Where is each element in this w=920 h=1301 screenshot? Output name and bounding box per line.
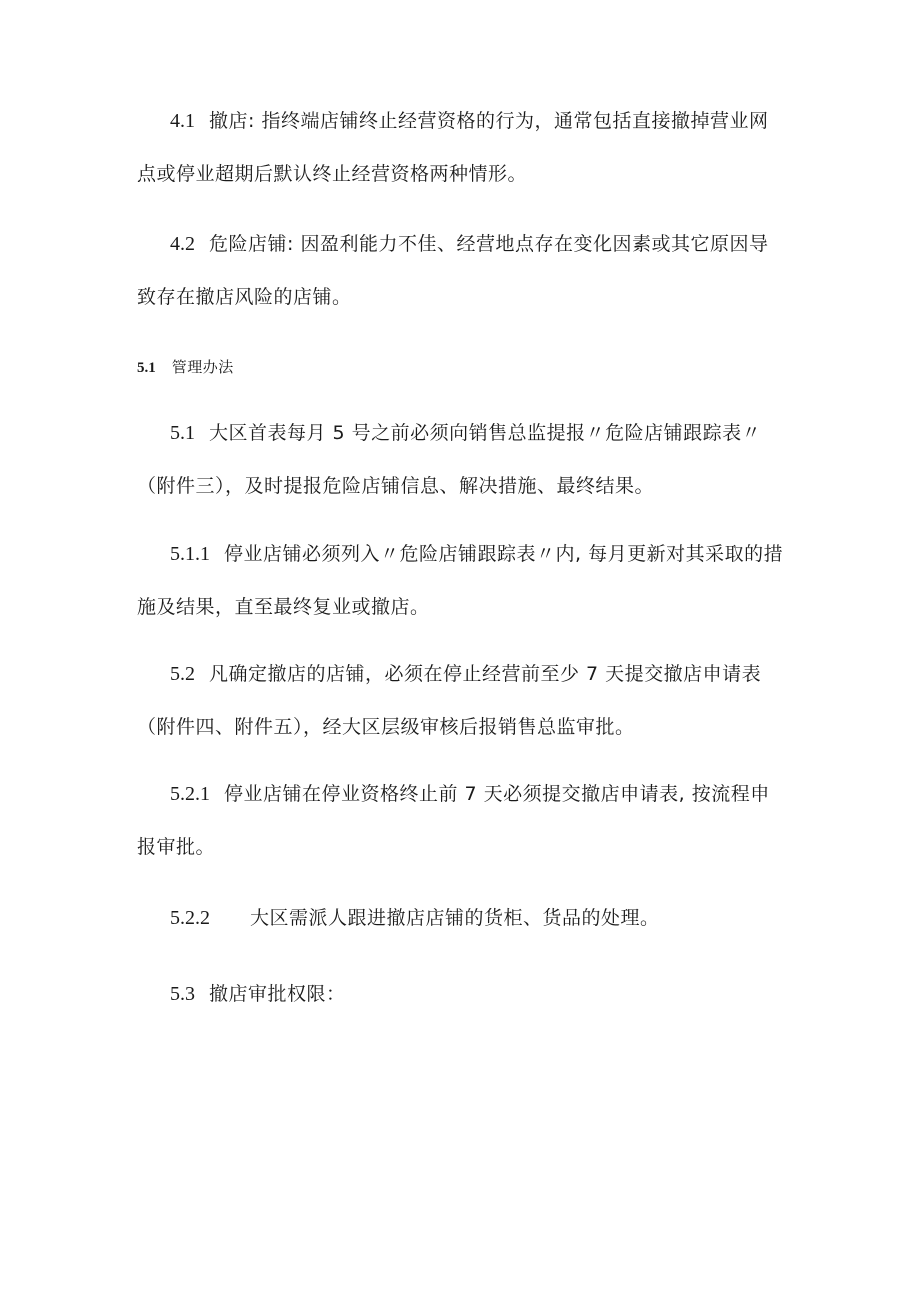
clause-text: 撤店: 指终端店铺终止经营资格的行为，通常包括直接撤掉营业网点或停业超期后默认终止经营资格两种情形。	[137, 110, 769, 185]
clause-text: 大区首表每月 5 号之前必须向销售总监提报〃危险店铺跟踪表〃（附件三），及时提报危险店铺信息、解决措施、最终结果。	[137, 422, 762, 497]
clause-text: 危险店铺: 因盈利能力不佳、经营地点存在变化因素或其它原因导致存在撤店风险的店铺。	[137, 233, 769, 308]
clause-number: 5.2	[170, 663, 195, 685]
paragraph-5-2-1	[137, 768, 787, 874]
section-heading-5-1	[137, 356, 234, 379]
paragraph-5-3	[137, 968, 787, 1021]
clause-number: 4.1	[170, 110, 195, 132]
clause-number: 5.1	[170, 422, 195, 444]
heading-number: 5.1	[137, 360, 156, 376]
paragraph-4-2	[137, 218, 787, 324]
clause-text: 停业店铺在停业资格终止前 7 天必须提交撤店申请表, 按流程申报审批。	[137, 783, 770, 858]
paragraph-5-2	[137, 648, 787, 754]
clause-number: 5.3	[170, 983, 195, 1005]
clause-number: 5.2.1	[170, 783, 210, 805]
clause-number: 5.2.2	[170, 907, 210, 929]
paragraph-5-2-2	[137, 892, 787, 945]
clause-number: 4.2	[170, 233, 195, 255]
heading-text: 管理办法	[171, 358, 234, 376]
clause-text: 凡确定撤店的店铺，必须在停止经营前至少 7 天提交撤店申请表（附件四、附件五），经大区层级审核后报销售总监审批。	[137, 663, 762, 738]
clause-text: 大区需派人跟进撤店店铺的货柜、货品的处理。	[250, 907, 660, 929]
clause-text: 撤店审批权限：	[209, 983, 346, 1005]
paragraph-4-1	[137, 95, 787, 201]
clause-text: 停业店铺必须列入〃危险店铺跟踪表〃内, 每月更新对其采取的措施及结果，直至最终复业或撤店。	[137, 543, 784, 618]
paragraph-5-1	[137, 407, 787, 513]
paragraph-5-1-1	[137, 528, 787, 634]
clause-number: 5.1.1	[170, 543, 210, 565]
